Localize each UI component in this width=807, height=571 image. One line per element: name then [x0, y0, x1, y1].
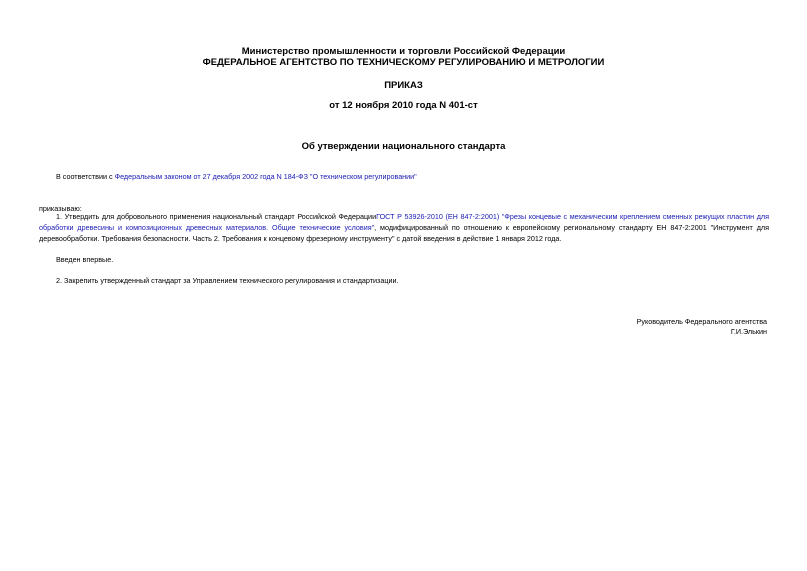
- signature-position: Руководитель Федерального агентства: [636, 317, 767, 326]
- doc-type-heading: ПРИКАЗ: [384, 80, 423, 91]
- gost-standard-link[interactable]: ГОСТ Р 53926-2010 (ЕН 847-2:2001) "Фрезы концевые с механическим креплением сменных режущих пластин для обработки древесины и композиционных древесных материалов. Общие технические условия": [39, 212, 769, 232]
- intro-prefix: В соответствии с: [56, 172, 115, 181]
- item-1-paragraph: [39, 211, 769, 244]
- introduced-first-note: Введен впервые.: [56, 255, 114, 264]
- agency-heading: ФЕДЕРАЛЬНОЕ АГЕНТСТВО ПО ТЕХНИЧЕСКОМУ РЕГУЛИРОВАНИЮ И МЕТРОЛОГИИ: [202, 57, 605, 68]
- ministry-heading: Министерство промышленности и торговли Российской Федерации: [241, 46, 566, 57]
- intro-paragraph: [56, 171, 417, 182]
- item-2-paragraph: 2. Закрепить утвержденный стандарт за Управлением технического регулирования и стандартизации.: [56, 276, 399, 285]
- doc-date-number: от 12 ноября 2010 года N 401-ст: [329, 100, 478, 111]
- item-1-prefix: 1. Утвердить для добровольного применения национальный стандарт Российской Федерации: [56, 212, 377, 221]
- federal-law-link[interactable]: Федеральным законом от 27 декабря 2002 года N 184-ФЗ "О техническом регулировании": [114, 172, 417, 181]
- signature-name: Г.И.Элькин: [730, 327, 767, 336]
- item-1-suffix: , модифицированный по отношению к европейскому региональному стандарту ЕН 847-2:2001 "Инструмент для деревообработки. Требования безопасности. Часть 2. Требования к концевому фрезерному инструменту" с датой введения в действие 1 января 2012 года.: [39, 223, 769, 243]
- order-word: приказываю:: [39, 204, 82, 213]
- doc-subject-title: Об утверждении национального стандарта: [301, 141, 506, 152]
